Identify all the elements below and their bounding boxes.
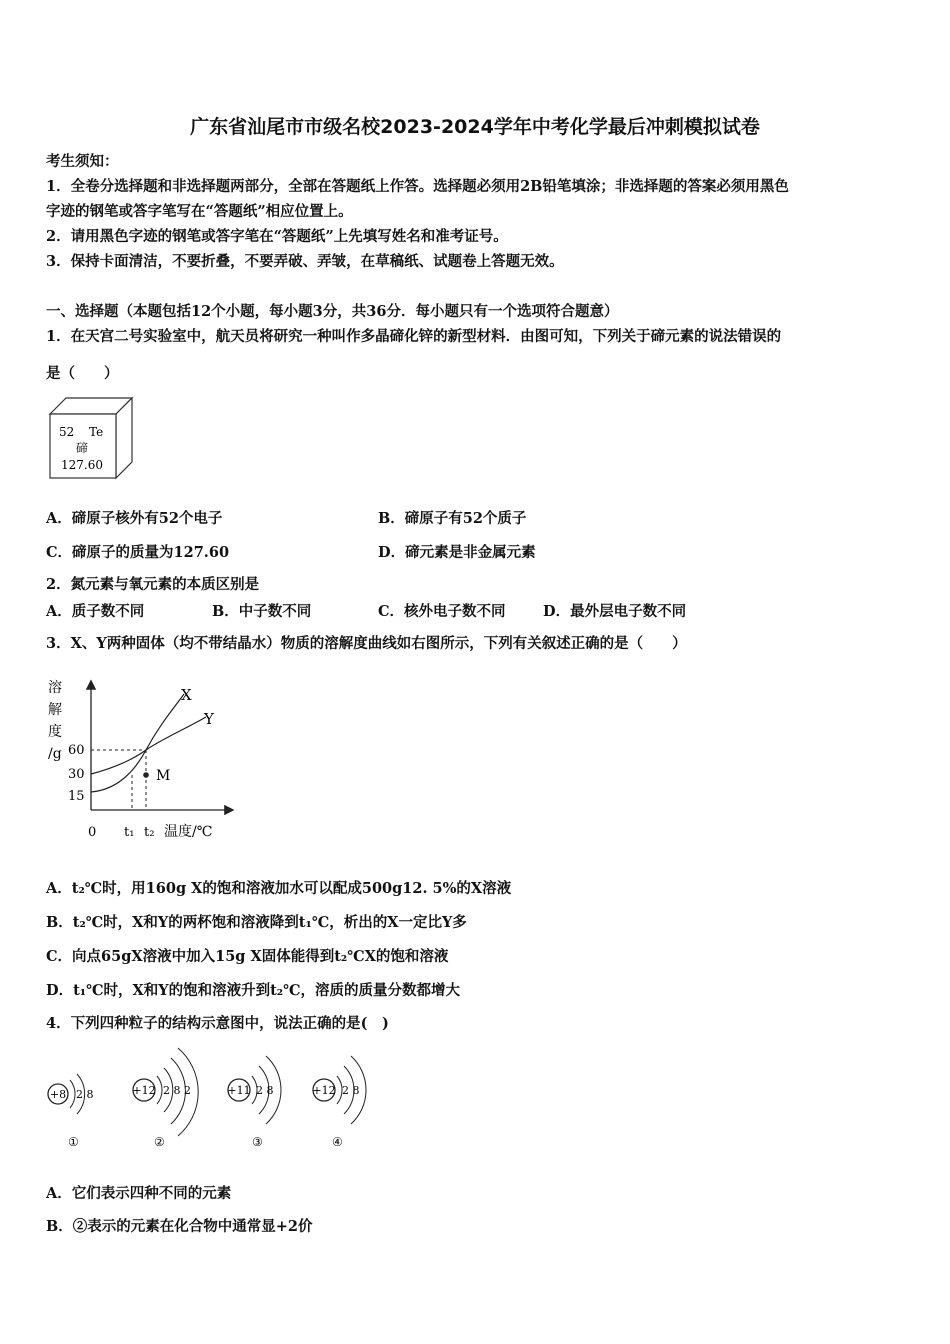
x-axis-label: 温度/℃ <box>164 824 213 840</box>
atom-diagram-4 <box>312 1056 366 1149</box>
y-tick-label: 15 <box>68 789 85 804</box>
q3-option-b: B．t₂℃时，X和Y的两杯饱和溶液降到t₁℃，析出的X一定比Y多 <box>46 914 467 931</box>
element-tile-figure <box>44 396 136 482</box>
q4-option-b: B．②表示的元素在化合物中通常显+2价 <box>46 1218 313 1235</box>
question-3-stem: 3．X、Y两种固体（均不带结晶水）物质的溶解度曲线如右图所示，下列有关叙述正确的是（ ） <box>46 635 687 652</box>
question-1-stem-end: 是（ ） <box>46 365 119 382</box>
element-number: 52 <box>59 425 75 439</box>
nucleus-charge: +8 <box>49 1088 67 1101</box>
element-mass: 127.60 <box>61 458 103 472</box>
notice-item: 字迹的钢笔或答字笔写在“答题纸”相应位置上。 <box>46 203 353 220</box>
q3-option-d: D．t₁℃时，X和Y的饱和溶液升到t₂℃，溶质的质量分数都增大 <box>46 982 461 999</box>
q1-option-b: B．碲原子有52个质子 <box>378 510 527 527</box>
atom-diagram-2 <box>132 1048 198 1149</box>
element-symbol: Te <box>89 425 104 439</box>
page-title: 广东省汕尾市市级名校2023-2024学年中考化学最后冲刺模拟试卷 <box>190 116 760 138</box>
question-4-stem: 4．下列四种粒子的结构示意图中，说法正确的是( ) <box>46 1015 389 1032</box>
q3-option-a: A．t₂℃时，用160g X的饱和溶液加水可以配成500g12. 5%的X溶液 <box>46 880 512 897</box>
diagram-label: ① <box>68 1135 79 1149</box>
y-tick-label: 60 <box>68 743 85 758</box>
y-axis-label-2: 解 <box>48 702 62 718</box>
nucleus-charge: +12 <box>132 1084 156 1097</box>
nucleus-charge: +11 <box>227 1084 251 1097</box>
notice-item: 3．保持卡面清洁，不要折叠，不要弄破、弄皱，在草稿纸、试题卷上答题无效。 <box>46 253 564 270</box>
electron-shells: 2 8 2 <box>163 1084 191 1097</box>
origin-label: 0 <box>88 825 97 840</box>
notice-item: 1．全卷分选择题和非选择题两部分，全部在答题纸上作答。选择题必须用2B铅笔填涂；非选择题的答案必须用黑色 <box>46 178 789 195</box>
q2-option-c: C．核外电子数不同 <box>378 603 506 620</box>
atom-diagram-1 <box>48 1074 94 1149</box>
diagram-label: ③ <box>252 1135 263 1149</box>
solubility-chart <box>44 672 234 844</box>
electron-shells: 2 8 <box>342 1084 360 1097</box>
element-name: 碲 <box>76 441 89 455</box>
diagram-label: ② <box>154 1135 165 1149</box>
point-m <box>143 772 149 778</box>
q3-option-c: C．向点65gX溶液中加入15g X固体能得到t₂℃X的饱和溶液 <box>46 948 449 965</box>
atom-diagram-3 <box>227 1056 281 1149</box>
y-tick-label: 30 <box>68 767 85 782</box>
q1-option-c: C．碲原子的质量为127.60 <box>46 544 230 561</box>
question-2-stem: 2．氮元素与氧元素的本质区别是 <box>46 576 260 593</box>
atomic-structure-diagrams <box>40 1040 380 1158</box>
q2-option-d: D．最外层电子数不同 <box>543 603 687 620</box>
diagram-label: ④ <box>332 1135 343 1149</box>
notice-item: 2．请用黑色字迹的钢笔或答字笔在“答题纸”上先填写姓名和准考证号。 <box>46 228 508 245</box>
point-m-label: M <box>156 768 171 784</box>
q4-option-a: A．它们表示四种不同的元素 <box>46 1185 232 1202</box>
electron-shells: 2 8 <box>76 1088 94 1101</box>
question-1-stem: 1．在天宫二号实验室中，航天员将研究一种叫作多晶碲化锌的新型材料．由图可知，下列关于碲元素的说法错误的 <box>46 328 782 345</box>
x-tick-label: t₂ <box>144 825 155 840</box>
y-axis-label-3: 度 <box>48 724 62 740</box>
q1-option-a: A．碲原子核外有52个电子 <box>46 510 223 527</box>
notice-heading: 考生须知： <box>46 153 119 170</box>
q2-option-b: B．中子数不同 <box>212 603 312 620</box>
q2-option-a: A．质子数不同 <box>46 603 145 620</box>
section-heading: 一、选择题（本题包括12个小题，每小题3分，共36分．每小题只有一个选项符合题意） <box>46 303 619 320</box>
q1-option-d: D．碲元素是非金属元素 <box>378 544 536 561</box>
y-axis-label-4: /g <box>48 746 62 762</box>
x-tick-label: t₁ <box>124 825 135 840</box>
electron-shells: 2 8 <box>256 1084 274 1097</box>
curve-x-label: X <box>181 686 192 704</box>
y-axis-label-1: 溶 <box>48 680 62 696</box>
nucleus-charge: +12 <box>312 1084 336 1097</box>
curve-y-label: Y <box>204 710 214 728</box>
